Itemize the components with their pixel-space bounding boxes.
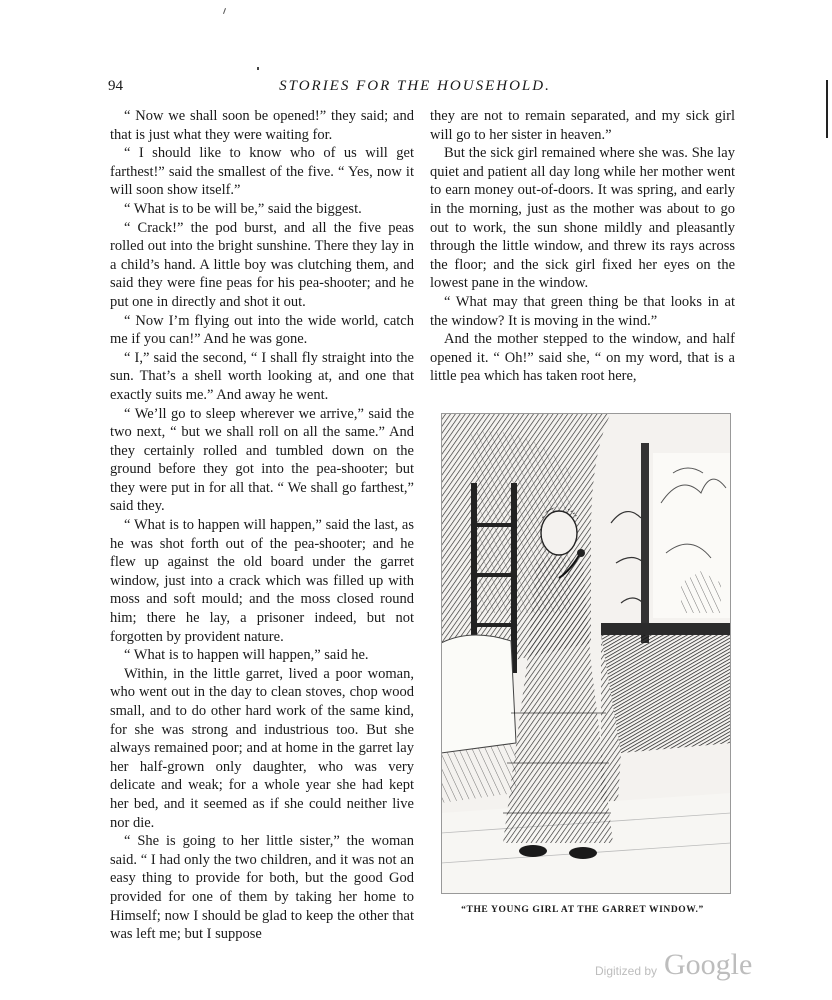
paragraph: “ We’ll go to sleep wherever we arrive,” said the two next, “ but we shall roll on all the same.” And they certainly rolled and tumbled down on the ground before they got into the pea-shooter; but they were put in for all that. “ We shall go farthest,” said they.	[110, 405, 414, 515]
paragraph: “ What is to happen will happen,” said he.	[124, 647, 369, 664]
paragraph: “ What is to happen will happen,” said the last, as he was shot forth out of the pea-shooter; and he flew up against the old board under the garret window, just into a crack which was filled up with moss and soft mould; and the moss closed round him; there he lay, a prisoner indeed, but not forgotten by provident nature.	[110, 517, 414, 645]
paragraph: “ She is going to her little sister,” the woman said. “ I had only the two children, and it was not an easy thing to provide for both, but the good God provided for one of them by taking her home to Himself; now I should be glad to keep the other that was left me; but I suppose	[110, 833, 414, 943]
engraving-image	[441, 413, 731, 894]
scan-mark	[223, 8, 226, 14]
paragraph: And the mother stepped to the window, and half opened it. “ Oh!” said she, “ on my word, that is a little pea which has taken root here,	[430, 331, 735, 385]
paragraph: But the sick girl remained where she was. She lay quiet and patient all day long while her mother went to earn money out-of-doors. It was spring, and early in the morning, just as the mother was about to go out to work, the sun shone mildly and pleasantly through the little window, and threw its rays across the floor; and the sick girl fixed her eyes on the lowest pane in the window.	[430, 145, 735, 292]
paragraph: “ Now I’m flying out into the wide world, catch me if you can!” And he was gone.	[110, 312, 414, 348]
page-header	[108, 78, 722, 100]
paragraph: “ I should like to know who of us will get farthest!” said the smallest of the five. “ Yes, now it will soon show itself.”	[110, 145, 414, 199]
scan-mark	[257, 67, 259, 70]
paragraph: “ I,” said the second, “ I shall fly straight into the sun. That’s a shell worth looking at, and one that exactly suits me.” And away he went.	[110, 349, 414, 403]
watermark-brand: Google	[664, 948, 753, 981]
page-edge-mark	[826, 80, 828, 138]
illustration-girl-at-window	[441, 413, 731, 894]
right-column	[430, 107, 735, 386]
page-number: 94	[108, 78, 123, 94]
left-column	[110, 107, 414, 944]
paragraph: Within, in the little garret, lived a poor woman, who went out in the day to clean stoves, chop wood small, and to do other hard work of the same kind, for she was strong and industrious too. But she always remained poor; and at home in the garret lay her half-grown only daughter, who was very delicate and weak; for a whole year she had kept her bed, and it seemed as if she could neither live nor die.	[110, 665, 414, 831]
illustration-caption: “THE YOUNG GIRL AT THE GARRET WINDOW.”	[461, 905, 704, 915]
paragraph: they are not to remain separated, and my sick girl will go to her sister in heaven.”	[430, 108, 735, 143]
paragraph: “ Now we shall soon be opened!” they said; and that is just what they were waiting for.	[110, 108, 414, 143]
digitized-watermark	[585, 948, 770, 988]
running-title: STORIES FOR THE HOUSEHOLD.	[279, 78, 551, 94]
watermark-prefix: Digitized by	[595, 964, 658, 978]
paragraph: “ Crack!” the pod burst, and all the five peas rolled out into the bright sunshine. There they lay in a child’s hand. A little boy was clutching them, and said they were fine peas for his pea-shooter; and he put one in directly and shot it out.	[110, 219, 414, 310]
paragraph: “ What may that green thing be that looks in at the window? It is moving in the wind.”	[430, 293, 735, 329]
paragraph: “ What is to be will be,” said the biggest.	[124, 200, 362, 217]
